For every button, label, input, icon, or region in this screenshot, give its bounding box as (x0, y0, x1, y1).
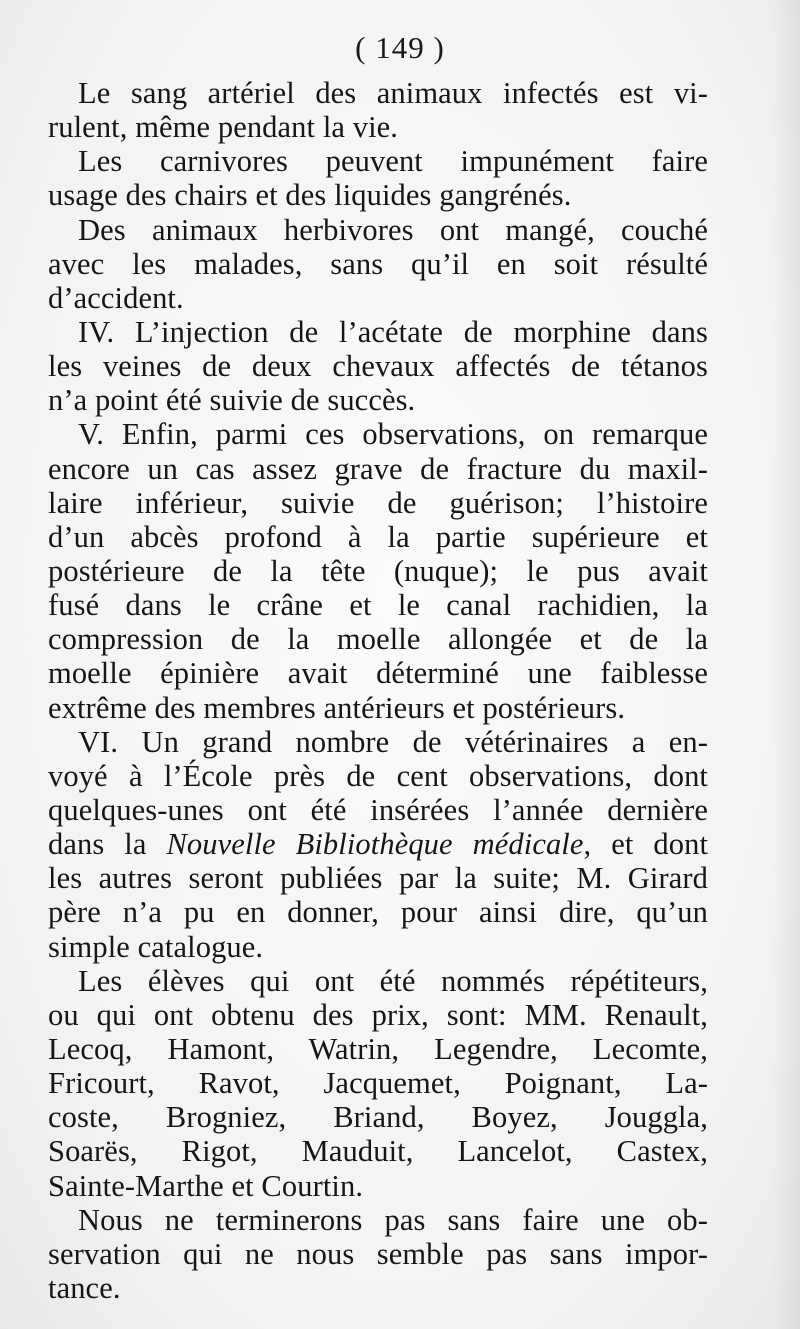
text-line: laire inférieur, suivie de guérison; l’histoire (48, 485, 708, 520)
text-line: coste, Brogniez, Briand, Boyez, Jouggla, (48, 1100, 708, 1135)
text-line: d’accident. (48, 280, 184, 315)
text-line: quelques-unes ont été insérées l’année dernière (48, 792, 708, 827)
text-line: avec les malades, sans qu’il en soit résulté (48, 246, 708, 281)
text-line: d’un abcès profond à la partie supérieure et (48, 519, 708, 554)
text-line: extrême des membres antérieurs et postérieurs. (48, 690, 626, 725)
text-line: ou qui ont obtenu des prix, sont: MM. Renault, (48, 997, 708, 1032)
text-line: V. Enfin, parmi ces observations, on remarque (78, 417, 708, 452)
text-line: les veines de deux chevaux affectés de tétanos (48, 349, 708, 384)
text-line: Sainte-Marthe et Courtin. (48, 1168, 364, 1203)
text-line: n’a point été suivie de succès. (48, 383, 416, 418)
text-line: VI. Un grand nombre de vétérinaires a en- (78, 724, 708, 759)
text-line: Des animaux herbivores ont mangé, couché (78, 212, 708, 247)
body-text (48, 76, 708, 1305)
text-line: rulent, même pendant la vie. (48, 110, 399, 145)
text-line: usage des chairs et des liquides gangrénés. (48, 178, 572, 213)
page-edge-shadow (772, 0, 800, 1329)
text-line: Les carnivores peuvent impunément faire (78, 144, 708, 179)
text-line: simple catalogue. (48, 929, 264, 964)
page-number: ( 149 ) (355, 30, 445, 65)
text-segment: , et dont (583, 827, 709, 862)
text-line: IV. L’injection de l’acétate de morphine dans (78, 314, 708, 349)
text-line: tance. (48, 1270, 121, 1305)
text-line: Fricourt, Ravot, Jacquemet, Poignant, La- (48, 1066, 708, 1101)
text-line: père n’a pu en donner, pour ainsi dire, qu’un (48, 895, 708, 930)
text-line: les autres seront publiées par la suite; M. Girard (48, 861, 708, 896)
text-line: servation qui ne nous semble pas sans impor- (48, 1236, 708, 1271)
text-line: Les élèves qui ont été nommés répétiteurs, (78, 963, 708, 998)
text-line: Nous ne terminerons pas sans faire une ob- (78, 1202, 708, 1237)
text-line: voyé à l’École près de cent observations, dont (48, 758, 708, 793)
text-line: Le sang artériel des animaux infectés est vi- (78, 76, 708, 110)
text-line: postérieure de la tête (nuque); le pus avait (48, 553, 708, 588)
text-line: encore un cas assez grave de fracture du maxil- (48, 451, 708, 486)
text-line: Soarës, Rigot, Mauduit, Lancelot, Castex, (48, 1134, 708, 1169)
text-segment: dans la (48, 827, 167, 862)
text-line: compression de la moelle allongée et de la (48, 622, 708, 657)
text-line: moelle épinière avait déterminé une faiblesse (48, 656, 708, 691)
text-line (48, 827, 708, 861)
journal-title: Nouvelle Bibliothèque médicale (166, 827, 584, 862)
text-line: Lecoq, Hamont, Watrin, Legendre, Lecomte, (48, 1031, 708, 1066)
text-line: fusé dans le crâne et le canal rachidien, la (48, 588, 708, 623)
